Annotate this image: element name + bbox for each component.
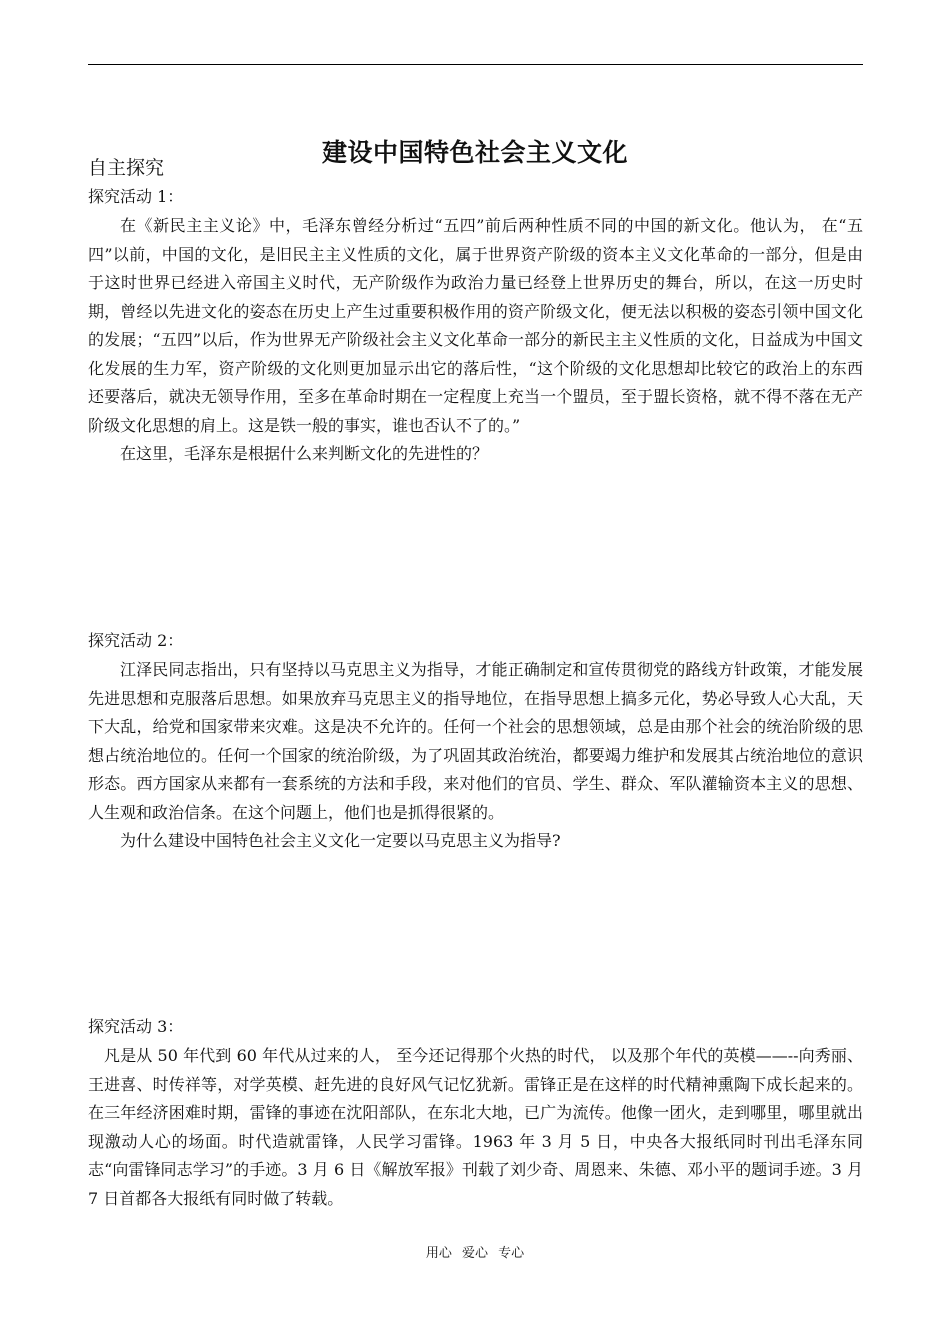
activity-1-question: 在这里，毛泽东是根据什么来判断文化的先进性的？ [120, 444, 489, 463]
header-rule [88, 64, 863, 65]
activity-3-paragraph: 凡是从 50 年代到 60 年代从过来的人， 至今还记得那个火热的时代， 以及那个年代的英模——--向秀丽、王进喜、时传祥等，对学英模、赶先进的良好风气记忆犹新。雷锋正是在这样的时代精神熏陶下成长起来的。在三年经济困难时期，雷锋的事迹在沈阳部队，在东北大地，已广为流传。他像一团火，走到哪里，哪里就出现激动人心的场面。时代造就雷锋，人民学习雷锋。1963 年 3 月 5 日，中央各大报纸同时刊出毛泽东同志“向雷锋同志学习”的手迹。3 月 6 日《解放军报》刊载了刘少奇、周恩来、朱德、邓小平的题词手迹。3 月 7 日首都各大报纸有同时做了转载。 [88, 1046, 863, 1208]
activity-2-question: 为什么建设中国特色社会主义文化一定要以马克思主义为指导? [120, 831, 561, 850]
activity-2-label: 探究活动 2： [88, 631, 184, 650]
page-title: 建设中国特色社会主义文化 [321, 137, 628, 167]
inquiry-activity-2 [88, 626, 863, 856]
activity-1-paragraph: 在《新民主主义论》中，毛泽东曾经分析过“五四”前后两种性质不同的中国的新文化。他认为， 在“五四”以前，中国的文化，是旧民主主义性质的文化，属于世界资产阶级的资本主义文化革命的一部分，但是由于这时世界已经进入帝国主义时代，无产阶级作为政治力量已经登上世界历史的舞台，所以，在这一历史时期，曾经以先进文化的姿态在历史上产生过重要积极作用的资产阶级文化，便无法以积极的姿态引领中国文化的发展；“五四”以后，作为世界无产阶级社会主义文化革命一部分的新民主主义性质的文化，日益成为中国文化发展的生力军，资产阶级的文化则更加显示出它的落后性，“这个阶级的文化思想却比较它的政治上的东西还要落后，就决无领导作用，至多在革命时期在一定程度上充当一个盟员，至于盟长资格，就不得不落在无产阶级文化思想的肩上。这是铁一般的事实，谁也否认不了的。” [88, 216, 863, 435]
section-heading: 自主探究 [88, 157, 165, 179]
activity-1-label: 探究活动 1： [88, 187, 184, 206]
activity-2-paragraph: 江泽民同志指出，只有坚持以马克思主义为指导，才能正确制定和宣传贯彻党的路线方针政策，才能发展先进思想和克服落后思想。如果放弃马克思主义的指导地位，在指导思想上搞多元化，势必导致人心大乱，天下大乱，给党和国家带来灾难。这是决不允许的。任何一个社会的思想领域，总是由那个社会的统治阶级的思想占统治地位的。任何一个国家的统治阶级，为了巩固其政治统治，都要竭力维护和发展其占统治地位的意识形态。西方国家从来都有一套系统的方法和手段，来对他们的官员、学生、群众、军队灌输资本主义的思想、人生观和政治信条。在这个问题上，他们也是抓得很紧的。 [88, 660, 863, 822]
inquiry-activity-3 [88, 1012, 863, 1213]
inquiry-activity-1 [88, 182, 863, 469]
page-footer: 用心 爱心 专心 [425, 1246, 525, 1261]
activity-3-label: 探究活动 3： [88, 1017, 184, 1036]
